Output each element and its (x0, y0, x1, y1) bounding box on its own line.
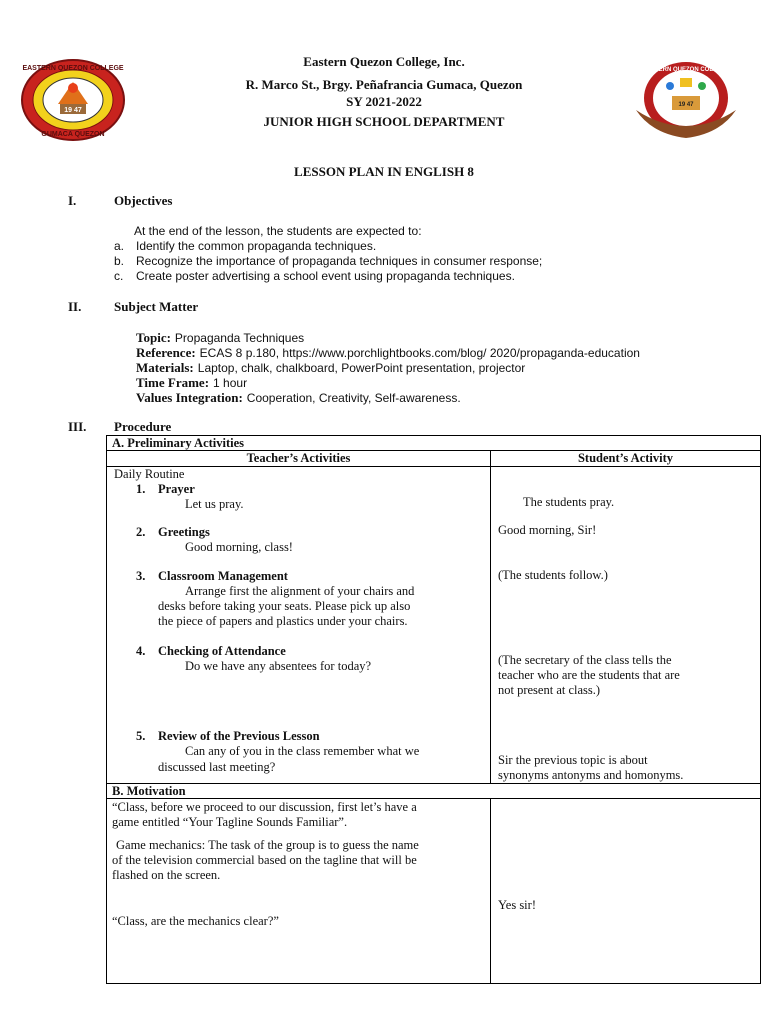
school-year: SY 2021-2022 (346, 94, 422, 109)
review-teacher-text: discussed last meeting? (158, 760, 276, 774)
objective-item: Create poster advertising a school event using propaganda techniques. (136, 269, 515, 283)
prayer-number: 1. (136, 482, 146, 496)
review-student-text: Sir the previous topic is about (498, 753, 648, 767)
motivation-teacher-text: “Class, before we proceed to our discussion, first let’s have a (112, 800, 417, 814)
objectives-intro: At the end of the lesson, the students are expected to: (134, 224, 422, 238)
procedure-numeral: III. (68, 419, 87, 434)
topic-value: Propaganda Techniques (174, 331, 305, 345)
classroom-management-teacher-text: desks before taking your seats. Please pick up also (158, 599, 411, 613)
reference-value: ECAS 8 p.180, https://www.porchlightbooks.com/blog/ 2020/propaganda-education (199, 346, 640, 360)
student-activity-header: Student’s Activity (577, 451, 674, 465)
objective-item: Recognize the importance of propaganda techniques in consumer response; (136, 254, 543, 268)
time-frame-value: 1 hour (213, 376, 248, 390)
attendance-student-text: (The secretary of the class tells the (498, 653, 672, 667)
motivation-teacher-text: Game mechanics: The task of the group is to guess the name (116, 838, 419, 852)
greetings-teacher-text: Good morning, class! (185, 540, 293, 554)
attendance-student-text: teacher who are the students that are (498, 668, 680, 682)
values-integration-line (136, 389, 461, 407)
objectives-numeral: I. (68, 193, 77, 208)
department-name: JUNIOR HIGH SCHOOL DEPARTMENT (263, 114, 505, 129)
motivation-teacher-text: of the television commercial based on the tagline that will be (112, 853, 417, 867)
greetings-title: Greetings (158, 525, 210, 539)
values-integration-label: Values Integration: (136, 390, 243, 405)
daily-routine-label: Daily Routine (114, 467, 185, 481)
materials-value: Laptop, chalk, chalkboard, PowerPoint presentation, projector (197, 361, 526, 375)
motivation-teacher-text: “Class, are the mechanics clear?” (112, 914, 279, 928)
objectives-heading: Objectives (114, 193, 173, 208)
classroom-management-teacher-text: Arrange first the alignment of your chairs and (185, 584, 415, 598)
classroom-management-number: 3. (136, 569, 146, 583)
objective-item: Identify the common propaganda techniques. (136, 239, 377, 253)
reference-label: Reference: (136, 345, 196, 360)
subject-matter-numeral: II. (68, 299, 82, 314)
review-title: Review of the Previous Lesson (158, 729, 320, 743)
attendance-title: Checking of Attendance (158, 644, 286, 658)
section-b-heading: B. Motivation (112, 784, 186, 798)
materials-label: Materials: (136, 360, 194, 375)
topic-label: Topic: (136, 330, 171, 345)
teacher-activities-header: Teacher’s Activities (246, 451, 351, 465)
objective-letter: a. (114, 239, 125, 253)
subject-matter-heading: Subject Matter (114, 299, 199, 314)
classroom-management-teacher-text: the piece of papers and plastics under your chairs. (158, 614, 408, 628)
right-logo-text: EASTERN QUEZON COLLEGE (642, 67, 730, 73)
prayer-teacher-text: Let us pray. (185, 497, 244, 511)
left-logo-text-bottom: GUMACA QUEZON (41, 131, 105, 138)
attendance-student-text: not present at class.) (498, 683, 601, 697)
values-integration-value: Cooperation, Creativity, Self-awareness. (246, 391, 461, 405)
section-a-heading: A. Preliminary Activities (112, 436, 245, 450)
left-logo-year: 19 47 (64, 107, 82, 114)
attendance-number: 4. (136, 644, 146, 658)
classroom-management-title: Classroom Management (158, 569, 288, 583)
school-address: R. Marco St., Brgy. Peñafrancia Gumaca, Quezon (245, 77, 523, 92)
prayer-title: Prayer (158, 482, 195, 496)
lesson-plan-title: LESSON PLAN IN ENGLISH 8 (294, 164, 474, 179)
prayer-student-text: The students pray. (523, 495, 615, 509)
classroom-management-student-text: (The students follow.) (498, 568, 608, 582)
motivation-teacher-text: game entitled “Your Tagline Sounds Familiar”. (112, 815, 348, 829)
greetings-number: 2. (136, 525, 146, 539)
left-logo-text-top: EASTERN QUEZON COLLEGE (22, 65, 124, 72)
right-logo-year: 19 47 (678, 102, 694, 108)
review-number: 5. (136, 729, 146, 743)
greetings-student-text: Good morning, Sir! (498, 523, 597, 537)
objective-letter: b. (114, 254, 125, 268)
motivation-teacher-text: flashed on the screen. (112, 868, 221, 882)
time-frame-label: Time Frame: (136, 375, 210, 390)
objective-letter: c. (114, 269, 124, 283)
review-teacher-text: Can any of you in the class remember what we (185, 744, 420, 758)
motivation-student-text: Yes sir! (498, 898, 536, 912)
attendance-teacher-text: Do we have any absentees for today? (185, 659, 372, 673)
procedure-heading: Procedure (114, 419, 172, 434)
review-student-text: synonyms antonyms and homonyms. (498, 768, 684, 782)
school-name: Eastern Quezon College, Inc. (303, 54, 465, 69)
